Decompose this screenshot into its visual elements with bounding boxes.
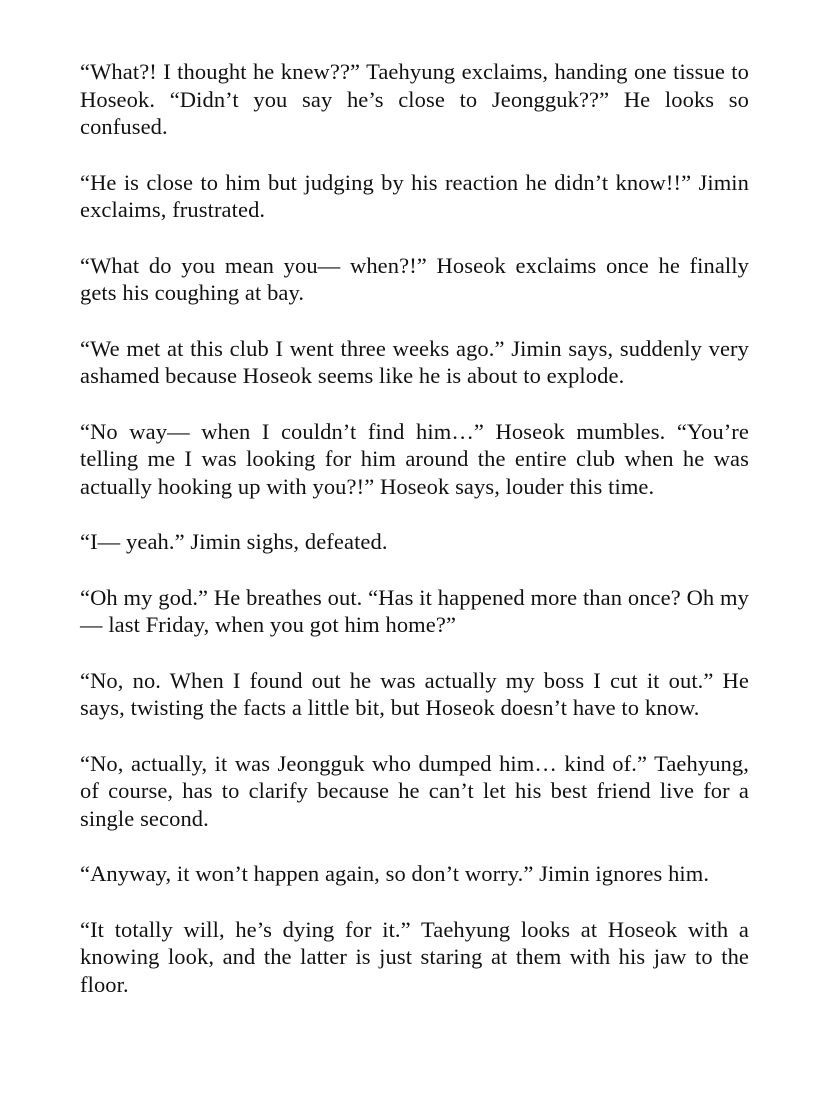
paragraph: “Anyway, it won’t happen again, so don’t worry.” Jimin ignores him.: [80, 861, 710, 886]
paragraph: “He is close to him but judging by his reaction he didn’t know!!” Jimin exclaims, frustrated.: [80, 169, 749, 222]
paragraph: “No, actually, it was Jeongguk who dumped him… kind of.” Taehyung, of course, has to clarify because he can’t let his best friend live for a single second.: [80, 750, 749, 831]
paragraph: “No, no. When I found out he was actually my boss I cut it out.” He says, twisting the facts a little bit, but Hoseok doesn’t have to know.: [80, 667, 749, 720]
paragraph: “It totally will, he’s dying for it.” Taehyung looks at Hoseok with a knowing look, and the latter is just staring at them with his jaw to the floor.: [80, 916, 749, 997]
paragraph: “What?! I thought he knew??” Taehyung exclaims, handing one tissue to Hoseok. “Didn’t you say he’s close to Jeongguk??” He looks so confused.: [80, 59, 749, 139]
paragraph: “I— yeah.” Jimin sighs, defeated.: [80, 529, 388, 554]
paragraph: “Oh my god.” He breathes out. “Has it happened more than once? Oh my— last Friday, when you got him home?”: [80, 584, 749, 637]
paragraph: “We met at this club I went three weeks ago.” Jimin says, suddenly very ashamed because Hoseok seems like he is about to explode.: [80, 335, 749, 388]
paragraph: “No way— when I couldn’t find him…” Hoseok mumbles. “You’re telling me I was looking for him around the entire club when he was actually hooking up with you?!” Hoseok says, louder this time.: [80, 418, 749, 499]
paragraph: “What do you mean you— when?!” Hoseok exclaims once he finally gets his coughing at bay.: [80, 252, 749, 305]
